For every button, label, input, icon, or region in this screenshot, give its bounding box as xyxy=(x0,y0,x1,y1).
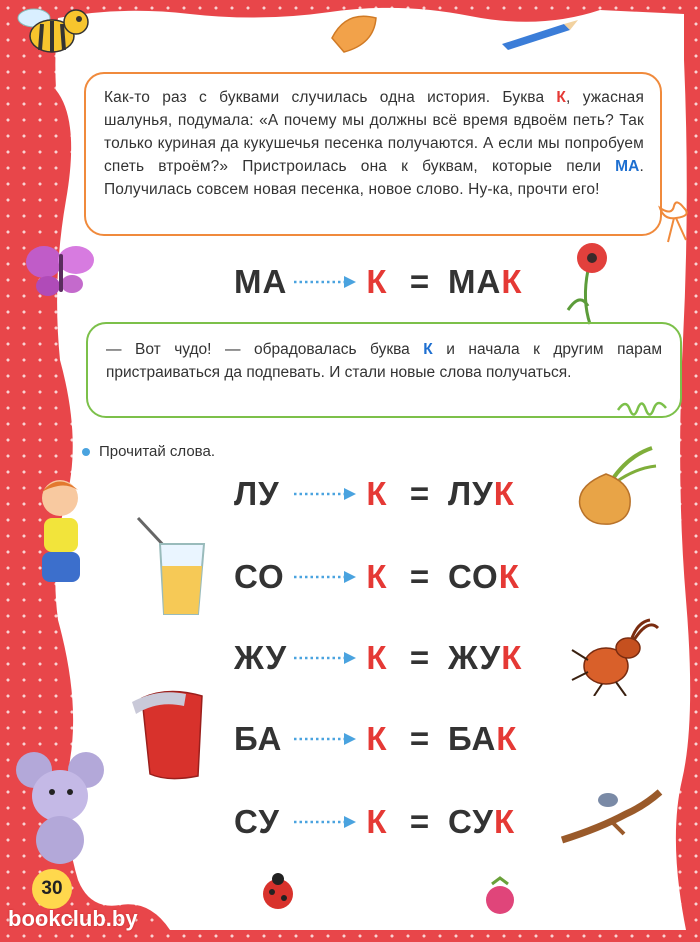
added-letter: К xyxy=(366,639,388,676)
story-text-part: . Получилась совсем новая песенка, новое слово. Ну-ка, прочти его! xyxy=(104,158,644,198)
quote-box xyxy=(86,322,682,418)
equals-sign: = xyxy=(409,475,431,512)
highlight-letter-k: К xyxy=(423,341,433,358)
result-base: МА xyxy=(448,263,502,300)
story-text xyxy=(104,86,644,201)
syllable: МА xyxy=(234,263,288,300)
word-equation-so xyxy=(234,557,520,597)
equals-sign: = xyxy=(409,639,431,676)
word-equation-su xyxy=(234,802,515,842)
result-word xyxy=(448,720,517,758)
equals-sign: = xyxy=(409,720,431,757)
dotted-arrow-icon xyxy=(294,815,356,829)
main-equation xyxy=(234,262,522,302)
mouse-icon xyxy=(14,748,110,866)
juice-glass-icon xyxy=(132,514,214,618)
result-word xyxy=(448,475,515,513)
added-letter: К xyxy=(366,263,388,300)
dotted-arrow-icon xyxy=(294,487,356,501)
result-base: ЛУ xyxy=(448,475,494,512)
story-text-part: , ужасная шалунья, подумала: «А почему мы должны всё время вдвоём петь? Так только куриная да кукушечья песенка получаются. А если мы попробуем спеть втроём?» Пристроилась она к буквам, которые пели xyxy=(104,89,644,175)
word-equation-ba xyxy=(234,719,517,759)
added-letter: К xyxy=(366,558,388,595)
equals-sign: = xyxy=(409,263,431,300)
instruction-text: Прочитай слова. xyxy=(99,443,215,460)
butterfly-icon xyxy=(22,236,100,302)
result-word xyxy=(448,639,522,677)
onion-icon xyxy=(572,446,658,528)
result-base: СО xyxy=(448,558,499,595)
result-letter: К xyxy=(496,720,518,757)
highlight-letter-k: К xyxy=(556,89,567,106)
dotted-arrow-icon xyxy=(294,275,356,289)
added-letter: К xyxy=(366,475,388,512)
word-equation-zhu xyxy=(234,638,522,678)
leaf-icon xyxy=(326,8,386,58)
result-letter: К xyxy=(493,475,515,512)
equals-sign: = xyxy=(409,558,431,595)
syllable: ЖУ xyxy=(234,639,288,676)
story-box xyxy=(84,72,662,236)
equals-sign: = xyxy=(409,803,431,840)
story-text-part: Как-то раз с буквами случилась одна история. Буква xyxy=(104,89,557,106)
poppy-flower-icon xyxy=(552,240,622,326)
added-letter: К xyxy=(366,720,388,757)
syllable: СУ xyxy=(234,803,280,840)
raspberry-icon xyxy=(480,876,520,918)
pencil-icon xyxy=(498,18,580,50)
result-base: ЖУ xyxy=(448,639,502,676)
quote-text xyxy=(106,338,662,384)
highlight-letters-ma: МА xyxy=(615,158,640,175)
bullet-icon xyxy=(82,448,90,456)
branch-icon xyxy=(560,784,664,848)
dotted-arrow-icon xyxy=(294,570,356,584)
result-word xyxy=(448,803,515,841)
dotted-arrow-icon xyxy=(294,651,356,665)
syllable: БА xyxy=(234,720,283,757)
syllable: СО xyxy=(234,558,285,595)
ladybug-icon xyxy=(258,872,298,912)
result-base: СУ xyxy=(448,803,494,840)
result-word xyxy=(448,263,522,301)
instruction xyxy=(82,443,215,460)
syllable: ЛУ xyxy=(234,475,280,512)
result-letter: К xyxy=(501,263,523,300)
bee-icon xyxy=(14,0,94,70)
added-letter: К xyxy=(366,803,388,840)
boy-icon xyxy=(28,476,84,588)
result-letter: К xyxy=(501,639,523,676)
quote-text-part: — Вот чудо! — обрадовалась буква xyxy=(106,341,424,358)
tank-icon xyxy=(128,684,212,780)
result-base: БА xyxy=(448,720,497,757)
dotted-arrow-icon xyxy=(294,732,356,746)
word-equation-lu xyxy=(234,474,515,514)
quote-text-part: и начала к другим парам пристраиваться да подпевать. И стали новые слова получаться. xyxy=(106,341,662,381)
result-letter: К xyxy=(498,558,520,595)
watermark: bookclub.by xyxy=(8,906,138,931)
beetle-icon xyxy=(568,614,660,696)
result-letter: К xyxy=(493,803,516,840)
page-number: 30 xyxy=(32,869,72,909)
result-word xyxy=(448,558,520,596)
